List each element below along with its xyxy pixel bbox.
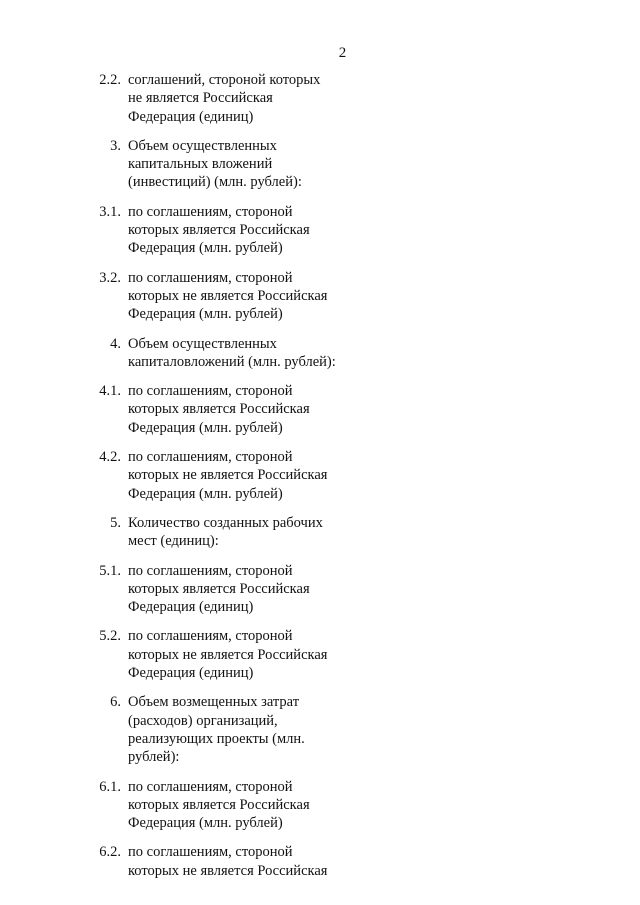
item-text-line: Объем осуществленных (128, 137, 277, 154)
list-item (90, 693, 370, 766)
item-text-line: Федерация (единиц) (128, 599, 254, 616)
item-text-line: по соглашениям, стороной (128, 844, 293, 861)
list-item (90, 448, 370, 503)
item-text-line: которых является Российская (128, 401, 310, 418)
item-text (128, 203, 358, 258)
item-text-line: Федерация (млн. рублей) (128, 306, 283, 323)
list-item (90, 137, 370, 192)
item-number: 3.2. (99, 269, 121, 286)
item-text-line: которых не является Российская (128, 467, 328, 484)
list-item (90, 562, 370, 617)
item-text-line: по соглашениям, стороной (128, 449, 293, 466)
item-text-line: капиталовложений (млн. рублей): (128, 353, 336, 370)
page-number: 2 (338, 45, 347, 61)
item-text (128, 514, 358, 551)
item-text-line: Федерация (млн. рублей) (128, 240, 283, 257)
list-item (90, 71, 370, 126)
item-text-line: Федерация (единиц) (128, 665, 254, 682)
item-text (128, 335, 358, 372)
list-item (90, 514, 370, 551)
item-number: 5. (110, 514, 121, 531)
item-text-line: по соглашениям, стороной (128, 562, 293, 579)
item-text-line: которых является Российская (128, 796, 310, 813)
item-text-line: Объем возмещенных затрат (128, 694, 300, 711)
item-text-line: (расходов) организаций, (128, 712, 278, 729)
item-text-line: Федерация (единиц) (128, 108, 254, 125)
item-text-line: Федерация (млн. рублей) (128, 419, 283, 436)
item-text (128, 627, 358, 682)
item-number: 5.2. (99, 628, 121, 645)
item-text-line: по соглашениям, стороной (128, 383, 293, 400)
item-text-line: Федерация (млн. рублей) (128, 815, 283, 832)
item-list (90, 71, 370, 891)
item-text-line: по соглашениям, стороной (128, 269, 293, 286)
item-number: 6.2. (99, 844, 121, 861)
item-text (128, 562, 358, 617)
item-text-line: Объем осуществленных (128, 335, 277, 352)
item-text (128, 269, 358, 324)
list-item (90, 627, 370, 682)
item-text-line: соглашений, стороной которых (128, 72, 321, 88)
item-number: 4.2. (99, 449, 121, 466)
item-number: 5.1. (99, 562, 121, 579)
list-item (90, 382, 370, 437)
list-item (90, 843, 370, 880)
item-text-line: которых является Российская (128, 580, 310, 597)
item-text (128, 71, 358, 126)
item-text-line: по соглашениям, стороной (128, 778, 293, 795)
item-number: 3.1. (99, 203, 121, 220)
item-text (128, 448, 358, 503)
item-text (128, 843, 358, 880)
item-text-line: (инвестиций) (млн. рублей): (128, 174, 302, 191)
item-number: 6. (110, 694, 121, 711)
item-number: 4.1. (99, 383, 121, 400)
item-text-line: Количество созданных рабочих (128, 514, 323, 531)
item-text-line: мест (единиц): (128, 533, 219, 550)
item-text-line: Федерация (млн. рублей) (128, 485, 283, 502)
item-number: 2.2. (99, 72, 121, 88)
item-text-line: капитальных вложений (128, 156, 273, 173)
list-item (90, 335, 370, 372)
item-text-line: рублей): (128, 749, 180, 766)
item-text-line: по соглашениям, стороной (128, 203, 293, 220)
item-number: 3. (110, 137, 121, 154)
item-text-line: которых не является Российская (128, 287, 328, 304)
item-text-line: которых не является Российская (128, 646, 328, 663)
item-text (128, 382, 358, 437)
item-number: 6.1. (99, 778, 121, 795)
item-text-line: не является Российская (128, 90, 273, 107)
item-text (128, 137, 358, 192)
item-number: 4. (110, 335, 121, 352)
list-item (90, 203, 370, 258)
item-text-line: реализующих проекты (млн. (128, 730, 305, 747)
list-item (90, 778, 370, 833)
item-text-line: по соглашениям, стороной (128, 628, 293, 645)
item-text-line: которых является Российская (128, 222, 310, 239)
item-text (128, 778, 358, 833)
item-text (128, 693, 358, 766)
list-item (90, 269, 370, 324)
item-text-line: которых не является Российская (128, 862, 328, 879)
